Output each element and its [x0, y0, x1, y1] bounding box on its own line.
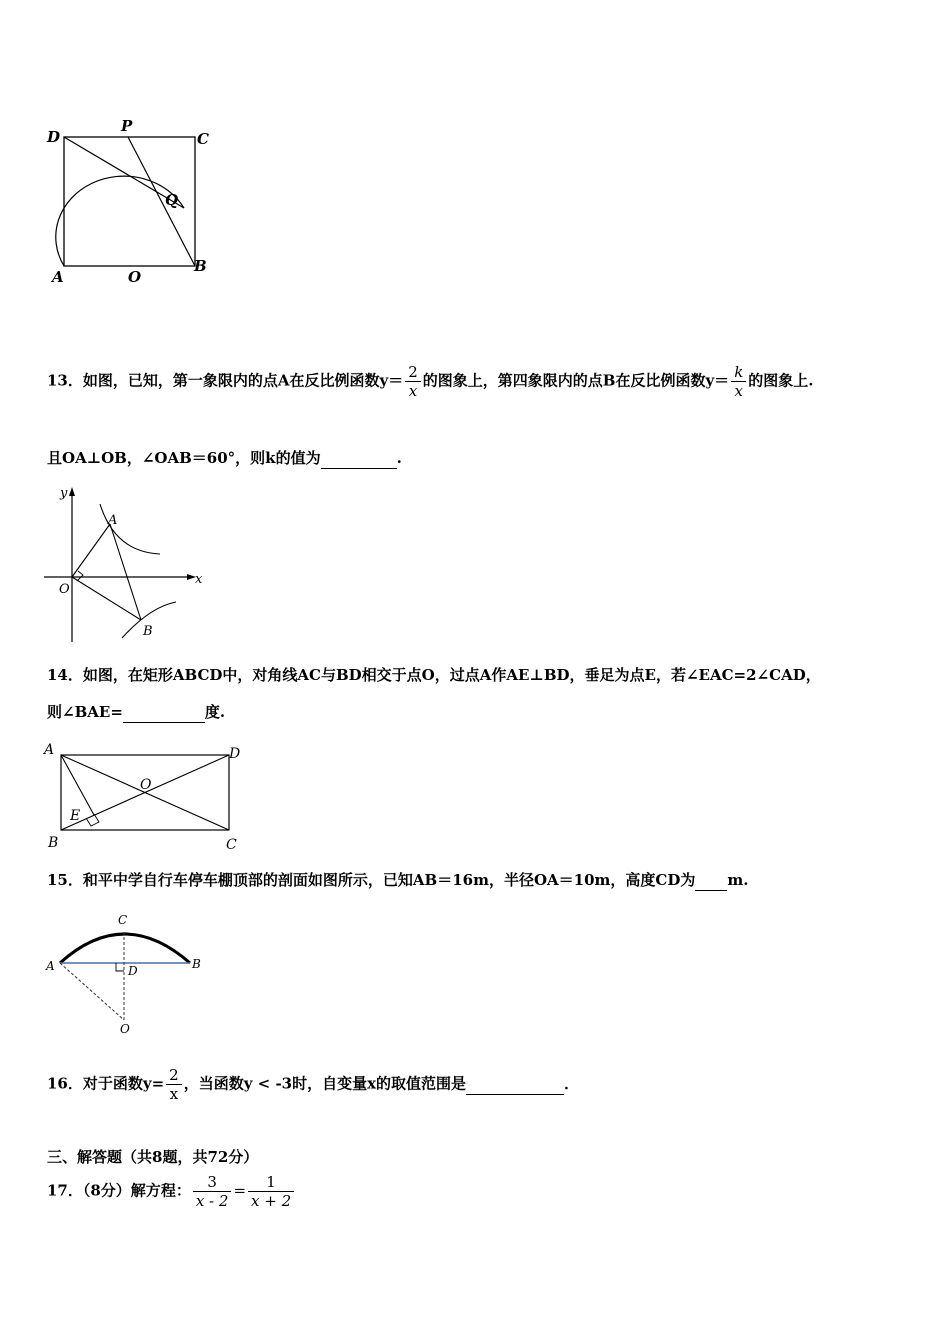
question-17-line1 [47, 1173, 296, 1210]
label-y: y [60, 486, 68, 501]
question-text: 对于函数y= [82, 1074, 165, 1093]
answer-blank [123, 702, 205, 723]
question-text: 如图，已知，第一象限内的点A在反比例函数y＝ [82, 371, 404, 390]
label-P: P [121, 117, 133, 135]
label-C: C [197, 130, 209, 148]
question-number: 17． [47, 1181, 83, 1200]
question-text: （8分）解方程： [82, 1181, 191, 1200]
question-number: 16． [47, 1074, 83, 1093]
fraction-2-over-x: $\frac{2}{x}$ [166, 1066, 182, 1103]
question-13-line1 [47, 363, 814, 400]
label-A: A [52, 268, 64, 286]
figure-hyperbola-axes [40, 482, 210, 647]
label-D: D [47, 128, 61, 146]
fraction-2-over-x: $\frac{2}{x}$ [405, 363, 421, 400]
label-D: D [128, 964, 138, 978]
question-text: 则∠BAE= [47, 703, 123, 721]
question-text: 的图象上，第四象限内的点B在反比例函数y＝ [422, 371, 730, 390]
question-text: 的图象上. [748, 371, 814, 390]
label-A: A [44, 742, 55, 758]
fraction-3-over-x-minus-2: $\frac{3}{x - 2}$ [193, 1173, 232, 1210]
question-text: 且OA⊥OB，∠OAB＝60°，则k的值为 [47, 449, 321, 467]
label-B: B [143, 624, 153, 639]
question-number: 13． [47, 371, 83, 390]
question-number: 15． [47, 871, 83, 889]
label-O: O [128, 268, 142, 286]
label-O: O [59, 582, 70, 597]
label-x: x [195, 572, 203, 587]
fraction-1-over-x-plus-2: $\frac{1}{x + 2}$ [248, 1173, 294, 1210]
figure-arc-roof [40, 908, 210, 1038]
question-13-line2: 且OA⊥OB，∠OAB＝60°，则k的值为 . [47, 449, 402, 467]
answer-blank [321, 448, 397, 469]
question-14-line1 [47, 665, 821, 685]
label-O: O [140, 777, 152, 793]
label-B: B [48, 835, 59, 851]
answer-blank [466, 1074, 564, 1095]
equals-sign: = [233, 1181, 247, 1200]
question-15-line1: 15．和平中学自行车停车棚顶部的剖面如图所示，已知AB＝16m，半径OA＝10m，高度CD为 m. [47, 871, 749, 889]
label-C: C [226, 837, 237, 853]
label-E: E [70, 808, 81, 824]
question-number: 14． [47, 666, 83, 684]
section-heading: 三、解答题（共8题，共72分） [47, 1148, 259, 1166]
figure-square-semicircle [40, 110, 230, 290]
label-C: C [118, 913, 128, 927]
question-16-line1: 16．对于函数y= $\frac{2}{x}$ ，当函数y < -3时，自变量x的取值范围是 ． [47, 1066, 580, 1103]
label-D: D [229, 746, 241, 762]
fraction-k-over-x: $\frac{k}{x}$ [731, 363, 746, 400]
question-14-line2: 则∠BAE= 度. [47, 703, 226, 721]
label-Q: Q [165, 191, 179, 209]
label-A: A [108, 513, 118, 528]
question-text: 和平中学自行车停车棚顶部的剖面如图所示，已知AB＝16m，半径OA＝10m，高度CD为 [82, 871, 696, 889]
label-O: O [120, 1022, 130, 1036]
label-B: B [194, 257, 207, 275]
figure-rectangle-diagonals [40, 738, 250, 856]
answer-blank [695, 870, 727, 891]
label-B: B [192, 957, 201, 971]
question-text: 如图，在矩形ABCD中，对角线AC与BD相交于点O，过点A作AE⊥BD，垂足为点E，若∠EAC=2∠CAD， [82, 666, 821, 684]
question-text: ，当函数y < -3时，自变量x的取值范围是 [183, 1074, 467, 1093]
label-A: A [46, 959, 55, 973]
